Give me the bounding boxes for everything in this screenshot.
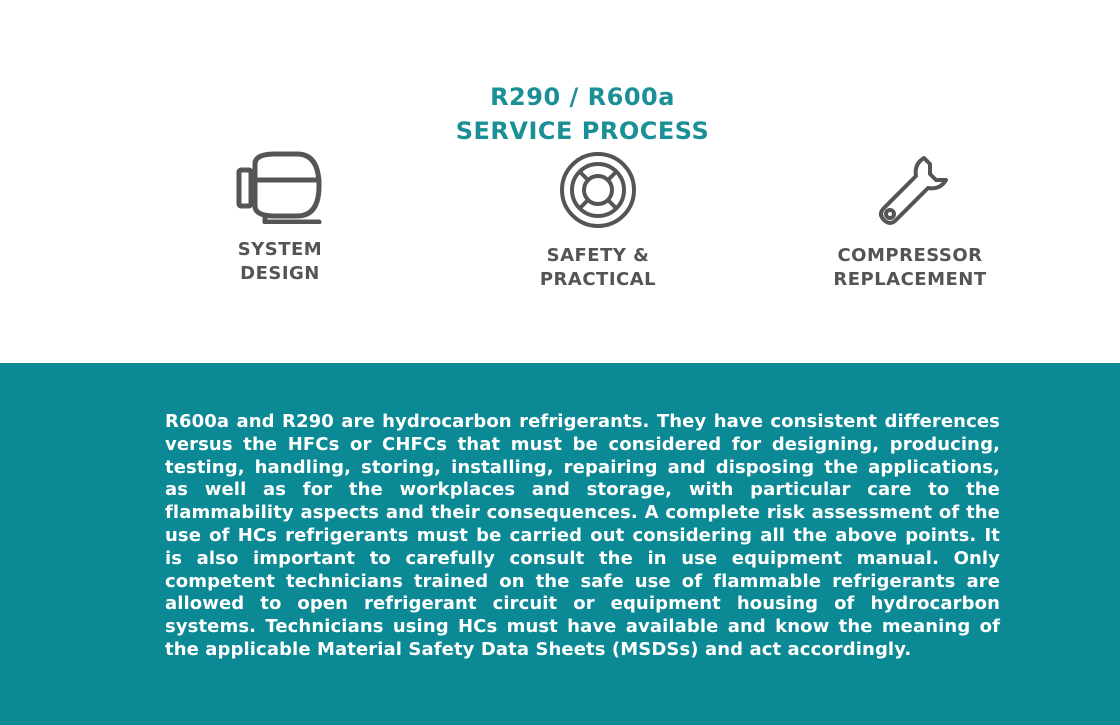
page-title	[0, 80, 1120, 148]
feature-label: SAFETY & PRACTICAL	[539, 245, 657, 290]
compressor-icon	[235, 150, 325, 224]
lifebuoy-icon	[558, 150, 638, 230]
feature-compressor-replacement[interactable]	[800, 150, 1020, 292]
feature-system-design[interactable]	[180, 150, 380, 286]
title-line-1: R290 / R600a	[490, 83, 675, 111]
info-paragraph: R600a and R290 are hydrocarbon refrigerants. They have consistent differences versus the HFCs or CHFCs that must be considered for designing, producing, testing, handling, storing, installing, repairing and disposing the applications, as well as for the workplaces and storage, with particular care to the flammability aspects and their consequences. A complete risk assessment of the use of HCs refrigerants must be carried out considering all the above points. It is also important to carefully consult the in use equipment manual. Only competent technicians trained on the safe use of flammable refrigerants are allowed to open refrigerant circuit or equipment housing of hydrocarbon systems. Technicians using HCs must have available and know the meaning of the applicable Material Safety Data Sheets (MSDSs) and act accordingly.	[165, 411, 1000, 660]
feature-label: COMPRESSOR REPLACEMENT	[833, 245, 987, 290]
wrench-icon	[870, 150, 950, 230]
info-panel	[0, 363, 1120, 725]
feature-safety-practical[interactable]	[498, 150, 698, 292]
feature-label: SYSTEM DESIGN	[237, 239, 323, 284]
title-line-2: SERVICE PROCESS	[455, 117, 710, 145]
